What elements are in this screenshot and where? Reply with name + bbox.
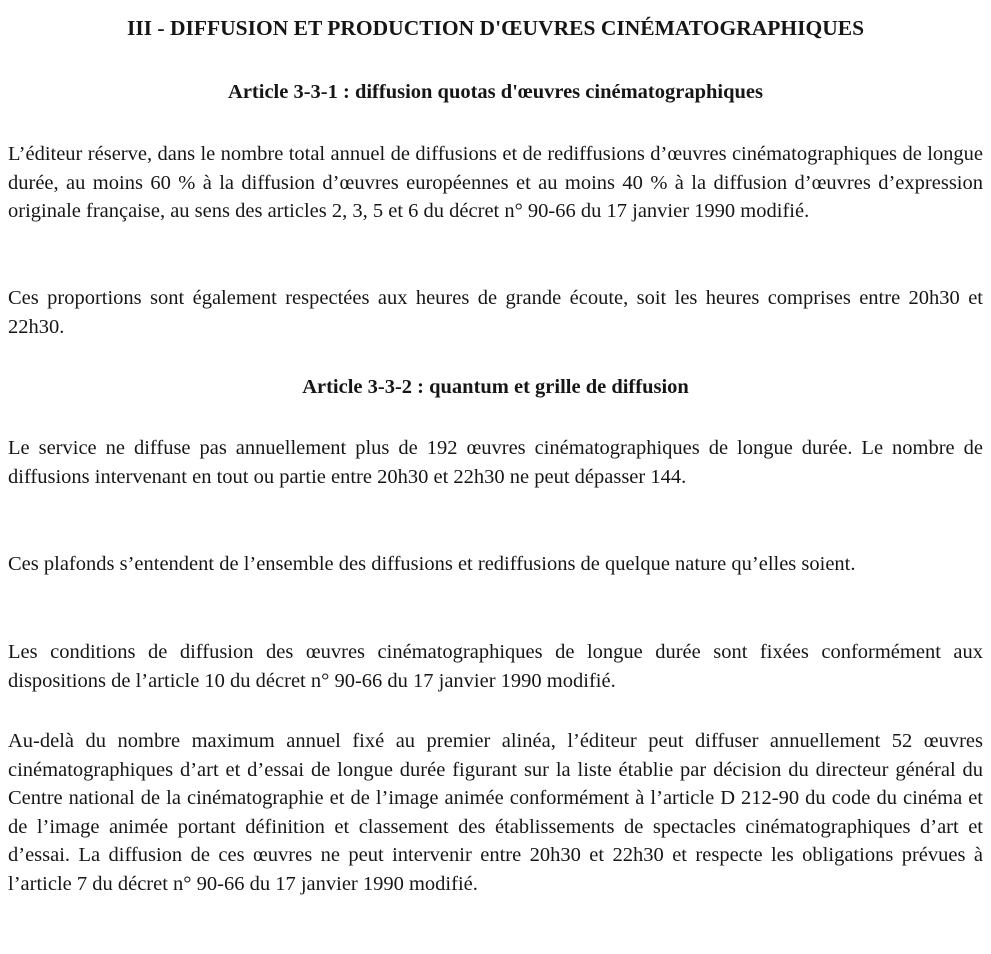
article-title-3-3-2: Article 3-3-2 : quantum et grille de diffusion <box>302 376 689 398</box>
article-3-3-1-paragraph-1: L’éditeur réserve, dans le nombre total annuel de diffusions et de rediffusions d’œuvres cinématographiques de longue durée, au moins 60 % à la diffusion d’œuvres européennes et au moins 40 % à la diffusion d’œuvres d’expression originale française, au sens des articles 2, 3, 5 et 6 du décret n° 90-66 du 17 janvier 1990 modifié. <box>8 143 983 223</box>
article-3-3-1-paragraph-2: Ces proportions sont également respectées aux heures de grande écoute, soit les heures comprises entre 20h30 et 22h30. <box>8 287 983 338</box>
article-3-3-2-paragraph-3: Les conditions de diffusion des œuvres cinématographiques de longue durée sont fixées conformément aux dispositions de l’article 10 du décret n° 90-66 du 17 janvier 1990 modifié. <box>8 641 983 692</box>
article-3-3-2-paragraph-2: Ces plafonds s’entendent de l’ensemble des diffusions et rediffusions de quelque nature qu’elles soient. <box>8 553 856 575</box>
section-title: III - DIFFUSION ET PRODUCTION D'ŒUVRES CINÉMATOGRAPHIQUES <box>126 16 865 40</box>
article-3-3-2-paragraph-4: Au-delà du nombre maximum annuel fixé au premier alinéa, l’éditeur peut diffuser annuellement 52 œuvres cinématographiques d’art et d’essai de longue durée figurant sur la liste établie par décision du directeur général du Centre national de la cinématographie et de l’image animée conformément à l’article D 212-90 du code du cinéma et de l’image animée portant définition et classement des établissements de spectacles cinématographiques d’art et d’essai. La diffusion de ces œuvres ne peut intervenir entre 20h30 et 22h30 et respecte les obligations prévues à l’article 7 du décret n° 90-66 du 17 janvier 1990 modifié. <box>8 730 983 895</box>
article-3-3-2-paragraph-1: Le service ne diffuse pas annuellement plus de 192 œuvres cinématographiques de longue durée. Le nombre de diffusions intervenant en tout ou partie entre 20h30 et 22h30 ne peut dépasser 144. <box>8 437 983 488</box>
article-title-3-3-1: Article 3-3-1 : diffusion quotas d'œuvres cinématographiques <box>228 81 763 103</box>
